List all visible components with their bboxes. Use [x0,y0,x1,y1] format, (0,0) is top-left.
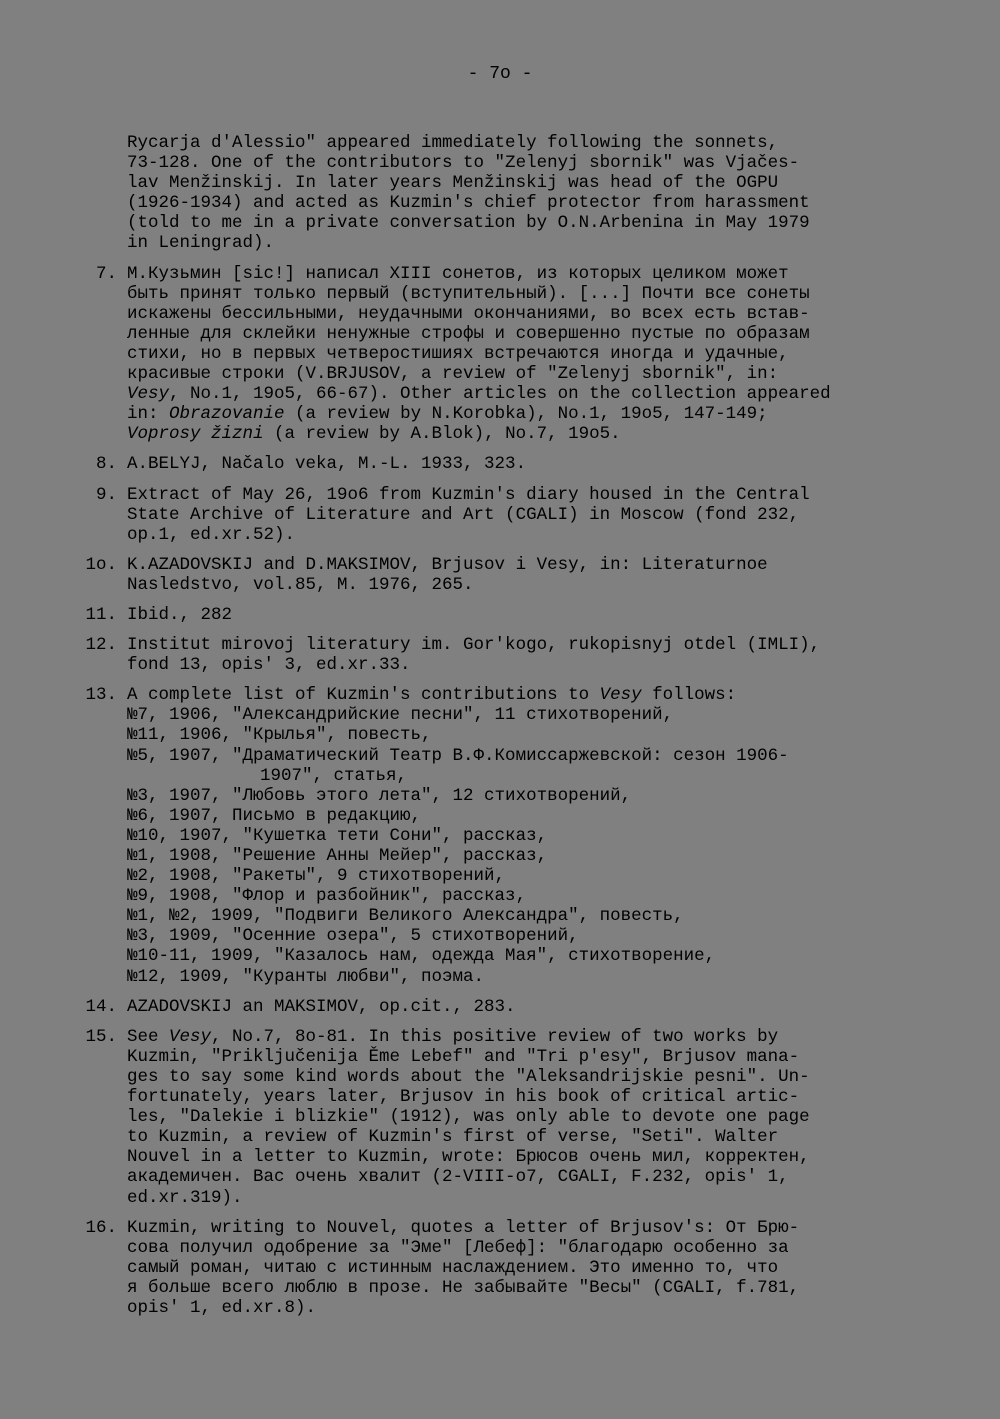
text-line: AZADOVSKIJ an MAKSIMOV, op.cit., 283. [127,996,516,1017]
list-item: №2, 1908, "Ракеты", 9 стихотворений, [127,866,506,887]
text-span: , No.7, 8o-81. In this positive review of two works by [211,1026,779,1047]
text-line: стихи, но в первых четверостишиях встречаются иногда и удачные, [127,343,789,364]
footnote-number: 13. [85,685,117,706]
journal-title: Vesy [127,384,170,405]
footnote-7 [95,263,927,445]
list-item: №12, 1909, "Куранты любви", поэма. [127,966,485,987]
page-content [85,133,927,1318]
text-line [127,685,927,705]
text-line: я больше всего люблю в прозе. Не забывайте "Весы" (CGALI, f.781, [127,1277,800,1298]
list-item: №1, №2, 1909, "Подвиги Великого Александра", повесть, [127,906,684,927]
list-item: №3, 1907, "Любовь этого лета", 12 стихотворений, [127,785,632,806]
text-line: Kuzmin, "Priključenija Ěme Lebef" and "Tri p'esy", Brjusov mana- [127,1046,800,1067]
text-line: opis' 1, ed.xr.8). [127,1297,317,1318]
text-line: академичен. Вас очень хвалит (2-VIII-o7, CGALI, F.232, opis' 1, [127,1167,789,1188]
text-line: A.BELYJ, Načalo veka, M.-L. 1933, 323. [127,454,527,475]
footnote-15 [85,1026,927,1208]
footnote-number: 1o. [85,554,117,575]
text-span: (a review by N.Korobka), No.1, 19o5, 147-149; [284,404,768,425]
text-line: Nouvel in a letter to Kuzmin, wrote: Брюсов очень мил, корректен, [127,1147,810,1168]
footnote-16 [85,1217,927,1318]
text-line: les, "Dalekie i blizkie" (1912), was only able to devote one page [127,1107,810,1128]
list-item: №11, 1906, "Крылья", повесть, [127,725,432,746]
journal-title: Vesy [599,685,642,706]
footnote-number: 9. [95,484,117,505]
footnote-14 [85,996,927,1017]
footnote-11 [85,604,927,625]
footnote-number: 15. [85,1026,117,1047]
text-line: State Archive of Literature and Art (CGALI) in Moscow (fond 232, [127,504,800,525]
text-line [127,384,927,404]
footnote-number: 16. [85,1217,117,1238]
text-span: A complete list of Kuzmin's contributions to [127,685,600,706]
footnote-number: 8. [95,454,117,475]
text-line: Ibid., 282 [127,604,233,625]
footnote-10 [85,554,927,595]
list-item: №10-11, 1909, "Казалось нам, одежда Мая", стихотворение, [127,946,716,967]
text-line: М.Кузьмин [sic!] написал XIII сонетов, из которых целиком может [127,263,789,284]
text-line: ленные для склейки ненужные строфы и совершенно пустые по образам [127,323,810,344]
list-item: №1, 1908, "Решение Анны Мейер", рассказ, [127,846,548,866]
text-line: самый роман, читаю с истинным наслаждением. Это именно то, что [127,1257,779,1278]
text-span: See [127,1026,170,1047]
list-item: №6, 1907, Письмо в редакцию, [127,805,422,826]
text-line: искажены бессильными, неудачными окончаниями, во всех есть встав- [127,303,810,324]
list-item: №5, 1907, "Драматический Театр В.Ф.Комиссаржевской: сезон 1906- [127,745,789,766]
journal-title: Vesy [169,1026,212,1047]
footnote-13 [85,685,927,987]
list-item: №10, 1907, "Кушетка тети Сони", рассказ, [127,825,548,846]
text-line: fortunately, years later, Brjusov in his book of critical artic- [127,1087,800,1108]
text-line [127,404,927,424]
text-line: Institut mirovoj literatury im. Gor'kogo, rukopisnyj otdel (IMLI), [127,635,821,656]
list-item: №9, 1908, "Флор и разбойник", рассказ, [127,886,527,907]
text-line [127,1027,927,1047]
footnote-number: 12. [85,635,117,656]
text-line: ges to say some kind words about the "Aleksandrijskie pesni". Un- [127,1066,810,1087]
text-line: 73-128. One of the contributors to "Zelenyj sbornik" was Vjačes- [127,153,800,174]
text-line: красивые строки (V.BRJUSOV, a review of "Zelenyj sbornik", in: [127,364,779,385]
text-line: сова получил одобрение за "Эме" [Лебеф]: "благодарю особенно за [127,1237,789,1258]
intro-paragraph [127,133,927,254]
list-item: №7, 1906, "Александрийские песни", 11 стихотворений, [127,705,674,726]
journal-title: Obrazovanie [169,404,285,425]
text-span: in: [127,404,170,425]
text-line: to Kuzmin, a review of Kuzmin's first of verse, "Seti". Walter [127,1127,779,1148]
text-span: , No.1, 19o5, 66-67). Other articles on the collection appeared [169,384,831,405]
text-line: Rycarja d'Alessio" appeared immediately following the sonnets, [127,133,779,153]
text-line: (1926-1934) and acted as Kuzmin's chief protector from harassment [127,193,810,214]
list-item-continuation: 1907", статья, [260,765,408,786]
text-line: Extract of May 26, 19o6 from Kuzmin's diary housed in the Central [127,484,810,505]
page-number: - 7o - [467,64,533,84]
text-span: (a review by A.Blok), No.7, 19o5. [263,424,621,445]
text-line [127,424,927,444]
text-line: (told to me in a private conversation by O.N.Arbenina in May 1979 [127,213,810,234]
footnote-8 [95,454,927,475]
text-line: lav Menžinskij. In later years Menžinskij was head of the OGPU [127,173,779,194]
footnote-number: 7. [95,263,117,284]
text-span: follows: [641,685,737,706]
list-item: №3, 1909, "Осенние озера", 5 стихотворений, [127,926,579,947]
footnote-9 [95,484,927,545]
footnote-number: 11. [85,604,117,625]
text-line: K.AZADOVSKIJ and D.MAKSIMOV, Brjusov i Vesy, in: Literaturnoe [127,554,768,575]
journal-title: Voprosy žizni [127,424,264,445]
text-line: in Leningrad). [127,233,275,254]
text-line: fond 13, opis' 3, ed.xr.33. [127,655,411,676]
text-line: быть принят только первый (вступительный). [...] Почти все сонеты [127,283,810,304]
footnote-12 [85,635,927,676]
text-line: op.1, ed.xr.52). [127,524,296,545]
text-line: ed.xr.319). [127,1187,243,1208]
text-line: Kuzmin, writing to Nouvel, quotes a letter of Brjusov's: От Брю- [127,1217,800,1238]
footnote-number: 14. [85,996,117,1017]
text-line: Nasledstvo, vol.85, M. 1976, 265. [127,574,474,595]
